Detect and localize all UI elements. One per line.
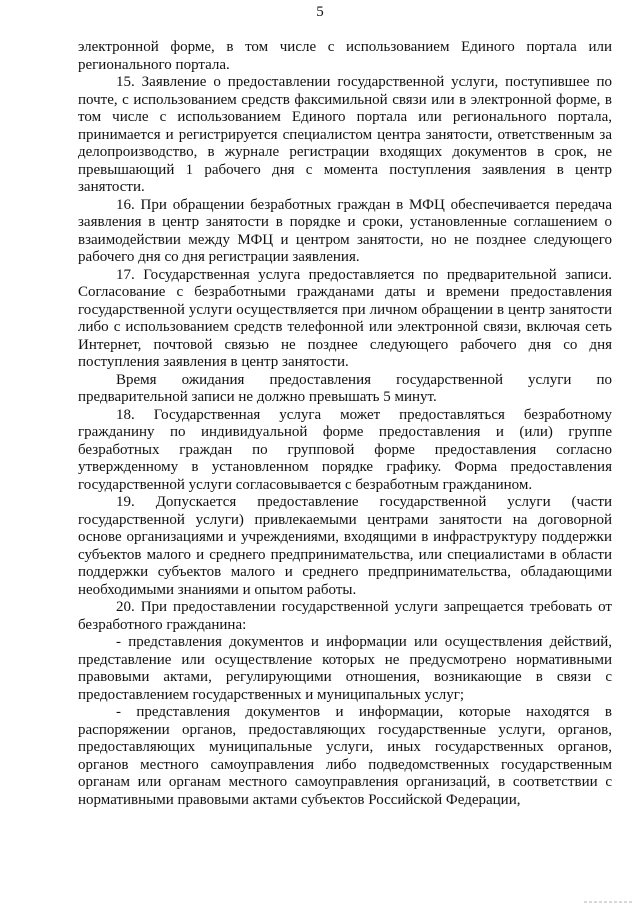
paragraph-17-waiting-time: Время ожидания предоставления государственной услуги по предварительной записи не должно превышать 5 минут. (78, 371, 612, 405)
document-body (78, 39, 612, 809)
paragraph-19: 19. Допускается предоставление государственной услуги (части государственной услуги) привлекаемыми центрами занятости на договорной основе организациями и учреждениями, входящими в инфраструктуру поддержки субъектов малого и среднего предпринимательства, или специалистами в области поддержки субъектов малого и среднего предпринимательства, обладающими необходимыми знаниями и опытом работы. (78, 494, 612, 598)
list-item-prohibited-documents-actions: - представления документов и информации или осуществления действий, представление или осуществление которых не предусмотрено нормативными правовыми актами, регулирующими отношения, возникающие в связи с предоставлением государственных и муниципальных услуг; (78, 634, 612, 703)
list-item-prohibited-documents-held-by-authorities: - представления документов и информации, которые находятся в распоряжении органов, предоставляющих государственные услуги, органов, предоставляющих муниципальные услуги, иных государственных органов, органов местного самоуправления либо подведомственных государственным органам или органам местного самоуправления организаций, в соответствии с нормативными правовыми актами субъектов Российской Федерации, (78, 704, 612, 808)
paragraph-20: 20. При предоставлении государственной услуги запрещается требовать от безработного гражданина: (78, 599, 612, 633)
scan-artifact-mark (584, 901, 632, 903)
paragraph-continuation: электронной форме, в том числе с использованием Единого портала или регионального портала. (78, 39, 612, 73)
paragraph-16: 16. При обращении безработных граждан в МФЦ обеспечивается передача заявления в центр занятости в порядке и сроки, установленные соглашением о взаимодействии между МФЦ и центром занятости, но не позднее следующего рабочего дня со дня регистрации заявления. (78, 196, 612, 265)
paragraph-15: 15. Заявление о предоставлении государственной услуги, поступившее по почте, с использованием средств факсимильной связи или в электронной форме, в том числе с использованием Единого портала или регионального портала, принимается и регистрируется специалистом центра занятости, ответственным за делопроизводство, в журнале регистрации входящих документов в срок, не превышающий 1 рабочего дня с момента поступления заявления в центр занятости. (78, 74, 612, 195)
paragraph-17: 17. Государственная услуга предоставляется по предварительной записи. Согласование с безработными гражданами даты и времени предоставления государственной услуги осуществляется при личном обращении в центр занятости либо с использованием средств телефонной или электронной связи, включая сеть Интернет, почтовой связью не позднее следующего рабочего дня со дня поступления заявления в центр занятости. (78, 266, 612, 370)
paragraph-18: 18. Государственная услуга может предоставляться безработному гражданину по индивидуальной форме предоставления и (или) группе безработных граждан по групповой форме предоставления согласно утвержденному в установленном порядке графику. Форма предоставления государственной услуги согласовывается с безработным гражданином. (78, 406, 612, 493)
page-number: 5 (316, 4, 324, 20)
